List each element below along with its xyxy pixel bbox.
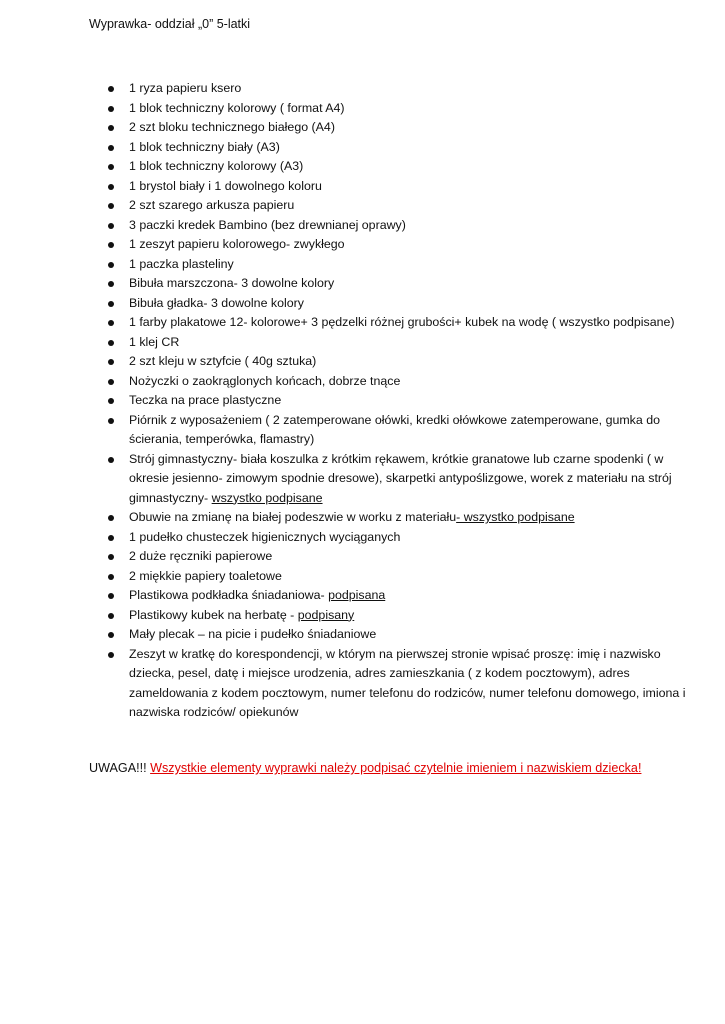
- warning-label: UWAGA!!!: [89, 761, 151, 775]
- list-item: Strój gimnastyczny- biała koszulka z krótkim rękawem, krótkie granatowe lub czarne spodenki ( w okresie jesienno- zimowym spodnie dresowe), skarpetki antypoślizgowe, worek z materiału na strój gimnastyczny- wszystko podpisane: [105, 450, 690, 509]
- bullet-icon: [108, 398, 114, 404]
- list-item: 2 duże ręczniki papierowe: [105, 547, 690, 567]
- bullet-icon: [108, 301, 114, 307]
- warning-text: Wszystkie elementy wyprawki należy podpisać czytelnie imieniem i nazwiskiem dziecka!: [150, 761, 642, 775]
- bullet-icon: [108, 613, 114, 619]
- bullet-icon: [108, 535, 114, 541]
- bullet-icon: [108, 379, 114, 385]
- bullet-icon: [108, 320, 114, 326]
- bullet-icon: [108, 184, 114, 190]
- bullet-icon: [108, 281, 114, 287]
- bullet-icon: [108, 242, 114, 248]
- bullet-icon: [108, 359, 114, 365]
- bullet-icon: [108, 223, 114, 229]
- underlined-note: podpisana: [328, 588, 386, 602]
- bullet-icon: [108, 418, 114, 424]
- underlined-note: - wszystko podpisane: [456, 510, 575, 524]
- bullet-icon: [108, 340, 114, 346]
- list-item: 1 brystol biały i 1 dowolnego koloru: [105, 177, 690, 197]
- list-item: 1 zeszyt papieru kolorowego- zwykłego: [105, 235, 690, 255]
- list-item: 1 blok techniczny biały (A3): [105, 138, 690, 158]
- list-item: Nożyczki o zaokrąglonych końcach, dobrze tnące: [105, 372, 690, 392]
- list-item: Bibuła gładka- 3 dowolne kolory: [105, 294, 690, 314]
- list-item: Teczka na prace plastyczne: [105, 391, 690, 411]
- list-item: Plastikowa podkładka śniadaniowa- podpisana: [105, 586, 690, 606]
- bullet-icon: [108, 574, 114, 580]
- bullet-icon: [108, 515, 114, 521]
- list-item: 1 ryza papieru ksero: [105, 79, 690, 99]
- list-item: Obuwie na zmianę na białej podeszwie w worku z materiału- wszystko podpisane: [105, 508, 690, 528]
- list-item: 2 szt bloku technicznego białego (A4): [105, 118, 690, 138]
- list-item: Plastikowy kubek na herbatę - podpisany: [105, 606, 690, 626]
- list-item: 1 farby plakatowe 12- kolorowe+ 3 pędzelki różnej grubości+ kubek na wodę ( wszystko podpisane): [105, 313, 690, 333]
- bullet-icon: [108, 652, 114, 658]
- list-item: 2 miękkie papiery toaletowe: [105, 567, 690, 587]
- list-item: 1 pudełko chusteczek higienicznych wyciąganych: [105, 528, 690, 548]
- underlined-note: wszystko podpisane: [211, 490, 323, 505]
- list-item: 1 blok techniczny kolorowy ( format A4): [105, 99, 690, 119]
- supply-list: [105, 79, 690, 723]
- underlined-note: podpisany: [297, 607, 355, 622]
- bullet-icon: [108, 632, 114, 638]
- list-item: 2 szt szarego arkusza papieru: [105, 196, 690, 216]
- bullet-icon: [108, 593, 114, 599]
- list-item: 1 klej CR: [105, 333, 690, 353]
- page-header: Wyprawka- oddział „0” 5-latki: [89, 17, 251, 31]
- list-item: Zeszyt w kratkę do korespondencji, w którym na pierwszej stronie wpisać proszę: imię i nazwisko dziecka, pesel, datę i miejsce urodzenia, adres zamieszkania ( z kodem pocztowym), adres zameldowania z kodem pocztowym, numer telefonu do rodziców, numer telefonu domowego, imiona i nazwiska rodziców/ opiekunów: [105, 645, 690, 723]
- bullet-icon: [108, 554, 114, 560]
- bullet-icon: [108, 125, 114, 131]
- list-item: 3 paczki kredek Bambino (bez drewnianej oprawy): [105, 216, 690, 236]
- list-item: Piórnik z wyposażeniem ( 2 zatemperowane ołówki, kredki ołówkowe zatemperowane, gumka do ścierania, temperówka, flamastry): [105, 411, 690, 450]
- bullet-icon: [108, 203, 114, 209]
- bullet-icon: [108, 86, 114, 92]
- warning-notice: [89, 761, 641, 775]
- list-item: Mały plecak – na picie i pudełko śniadaniowe: [105, 625, 690, 645]
- bullet-icon: [108, 106, 114, 112]
- list-item: 1 paczka plasteliny: [105, 255, 690, 275]
- bullet-icon: [108, 457, 114, 463]
- list-item: Bibuła marszczona- 3 dowolne kolory: [105, 274, 690, 294]
- bullet-icon: [108, 164, 114, 170]
- list-item: 1 blok techniczny kolorowy (A3): [105, 157, 690, 177]
- bullet-icon: [108, 262, 114, 268]
- list-item: 2 szt kleju w sztyfcie ( 40g sztuka): [105, 352, 690, 372]
- bullet-icon: [108, 145, 114, 151]
